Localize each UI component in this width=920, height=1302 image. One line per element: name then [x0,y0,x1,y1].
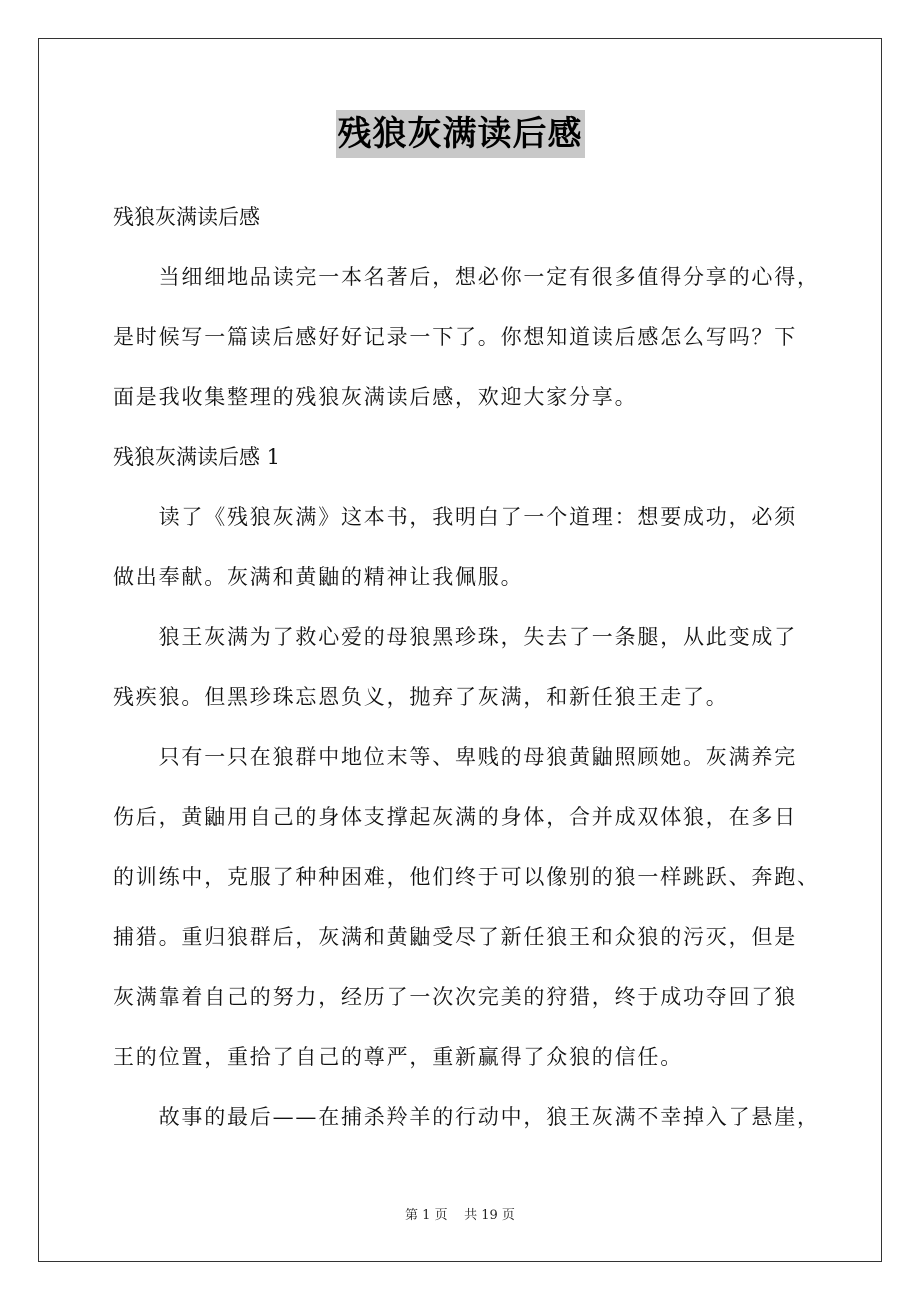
subheading: 残狼灰满读后感 [113,205,260,229]
section-heading: 残狼灰满读后感 1 [113,445,281,469]
body-line: 当细细地品读完一本名著后，想必你一定有很多值得分享的心得， [113,265,820,289]
body-line: 读了《残狼灰满》这本书，我明白了一个道理：想要成功，必须 [113,505,797,529]
page-number: 第 1 页 [405,1208,448,1223]
body-line: 捕猎。重归狼群后，灰满和黄鼬受尽了新任狼王和众狼的污灭，但是 [113,925,797,949]
page-total: 共 19 页 [464,1208,515,1223]
body-line: 伤后，黄鼬用自己的身体支撑起灰满的身体，合并成双体狼，在多日 [113,805,797,829]
body-line: 灰满靠着自己的努力，经历了一次次完美的狩猎，终于成功夺回了狼 [113,985,797,1009]
body-line: 只有一只在狼群中地位末等、卑贱的母狼黄鼬照顾她。灰满养完 [113,745,797,769]
body-line: 王的位置，重拾了自己的尊严，重新赢得了众狼的信任。 [113,1045,683,1069]
body-line: 故事的最后——在捕杀羚羊的行动中，狼王灰满不幸掉入了悬崖， [113,1105,820,1129]
body-line: 是时候写一篇读后感好好记录一下了。你想知道读后感怎么写吗？下 [113,325,797,349]
body-line: 做出奉献。灰满和黄鼬的精神让我佩服。 [113,565,524,589]
body-line: 残疾狼。但黑珍珠忘恩负义，抛弃了灰满，和新任狼王走了。 [113,685,729,709]
body-line: 的训练中，克服了种种困难，他们终于可以像别的狼一样跳跃、奔跑、 [113,865,820,889]
body-line: 面是我收集整理的残狼灰满读后感，欢迎大家分享。 [113,385,638,409]
body-line: 狼王灰满为了救心爱的母狼黑珍珠，失去了一条腿，从此变成了 [113,625,797,649]
page-footer [0,1206,920,1226]
title-wrap [0,110,920,158]
document-title: 残狼灰满读后感 [336,110,585,158]
